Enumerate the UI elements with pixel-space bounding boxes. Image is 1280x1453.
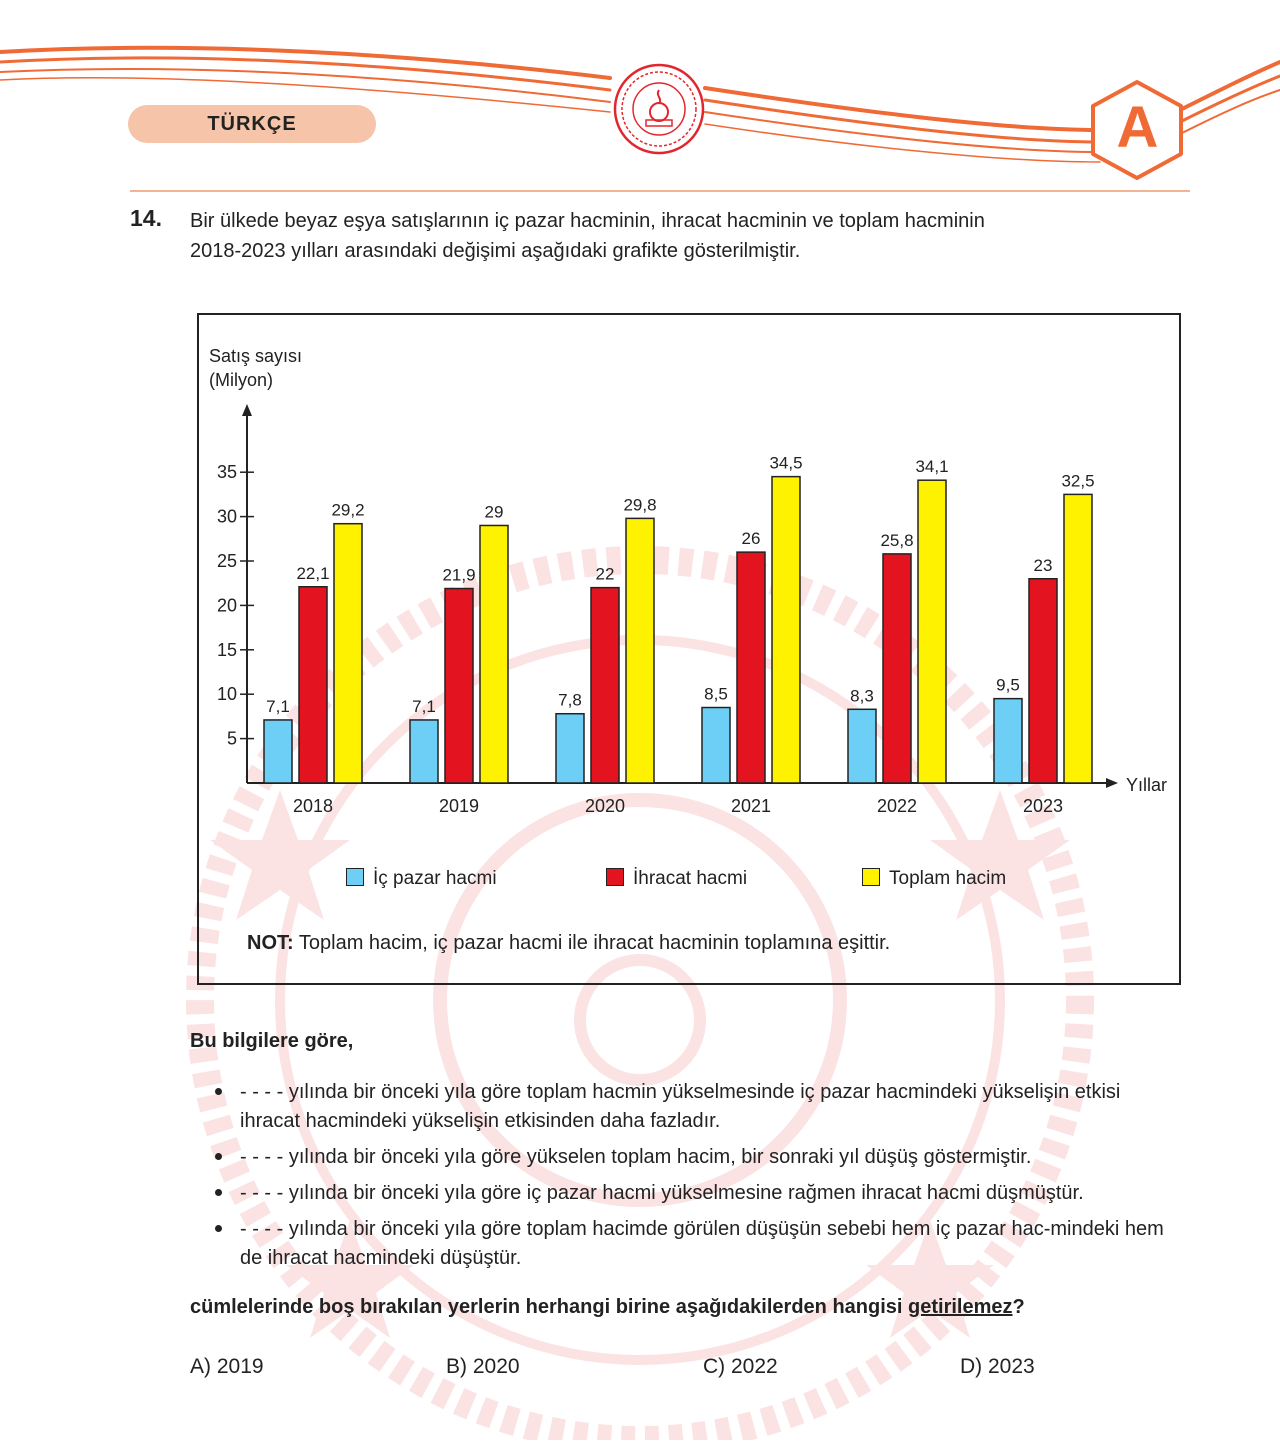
bar xyxy=(702,708,730,783)
bar xyxy=(626,518,654,783)
bar-value-label: 29 xyxy=(484,502,504,522)
booklet-letter: A xyxy=(1116,95,1159,160)
intro-line-1: Bir ülkede beyaz eşya satışlarının iç pazar hacminin, ihracat hacminin ve toplam hacminin xyxy=(190,210,985,232)
y-tick-label: 5 xyxy=(226,728,237,749)
statement-list xyxy=(240,1078,1185,1280)
stem-underlined: getirilemez xyxy=(908,1296,1013,1318)
bar-value-label: 7,1 xyxy=(266,696,290,716)
bar-value-label: 25,8 xyxy=(880,530,914,550)
bar xyxy=(1064,494,1092,783)
statement-3: - - - - yılında bir önceki yıla göre iç pazar hacmi yükselmesine rağmen ihracat hacmi düşmüştür. xyxy=(240,1179,1185,1208)
bar-value-label: 22 xyxy=(595,564,615,584)
option-a[interactable]: A) 2019 xyxy=(190,1355,264,1378)
x-tick-label: 2019 xyxy=(438,796,480,816)
bar-value-label: 21,9 xyxy=(442,565,476,585)
x-tick-label: 2022 xyxy=(876,796,918,816)
stem-prefix: cümlelerinde boş bırakılan yerlerin herhangi birine aşağıdakilerden hangisi xyxy=(190,1296,909,1318)
legend-export-swatch xyxy=(606,868,624,886)
bar xyxy=(334,524,362,783)
legend-domestic-swatch xyxy=(346,868,364,886)
y-axis-arrow xyxy=(242,404,252,416)
bar-value-label: 32,5 xyxy=(1061,471,1095,491)
chart-note xyxy=(247,932,890,955)
bar xyxy=(556,714,584,783)
bar xyxy=(994,699,1022,783)
y-tick-label: 35 xyxy=(216,462,237,483)
bar-value-label: 34,5 xyxy=(769,453,803,473)
y-axis-label-line-2: (Milyon) xyxy=(209,370,274,390)
x-tick-label: 2021 xyxy=(730,796,772,816)
option-d[interactable]: D) 2023 xyxy=(960,1355,1035,1378)
bar-value-label: 22,1 xyxy=(296,563,330,583)
bar-value-label: 34,1 xyxy=(915,457,949,477)
note-text: Toplam hacim, iç pazar hacmi ile ihracat hacminin toplamına eşittir. xyxy=(298,932,891,954)
y-tick-label: 20 xyxy=(216,595,237,616)
x-axis-arrow xyxy=(1106,778,1118,788)
bar xyxy=(480,525,508,783)
y-tick-label: 25 xyxy=(216,551,237,571)
stem-suffix: ? xyxy=(1012,1296,1025,1318)
bar-value-label: 9,5 xyxy=(996,675,1020,695)
intro-line-2: 2018-2023 yılları arasındaki değişimi aşağıdaki grafikte gösterilmiştir. xyxy=(190,240,801,262)
bar-value-label: 7,8 xyxy=(558,690,582,710)
bar-value-label: 23 xyxy=(1033,555,1053,575)
legend-total-swatch xyxy=(862,868,880,886)
statement-1: - - - - yılında bir önceki yıla göre toplam hacmin yükselmesinde iç pazar hacmindeki yükselişin etkisi ihracat hacmindeki yükselişin etkisinden daha fazladır. xyxy=(240,1078,1185,1136)
bar-value-label: 8,3 xyxy=(850,686,874,706)
legend-export-label: İhracat hacmi xyxy=(633,868,748,889)
bar-value-label: 29,8 xyxy=(623,495,657,515)
x-tick-label: 2023 xyxy=(1022,796,1064,816)
bar xyxy=(848,709,876,783)
bar xyxy=(883,554,911,783)
legend-total-label: Toplam hacim xyxy=(889,868,1007,889)
question-stem xyxy=(190,1296,1025,1319)
bar xyxy=(1029,579,1057,783)
bar xyxy=(737,552,765,783)
x-axis-label: Yıllar xyxy=(1126,775,1168,795)
bar xyxy=(772,477,800,783)
bar xyxy=(264,720,292,783)
statement-2: - - - - yılında bir önceki yıla göre yükselen toplam hacim, bir sonraki yıl düşüş göstermiştir. xyxy=(240,1143,1185,1172)
option-c[interactable]: C) 2022 xyxy=(703,1355,778,1378)
subject-label: TÜRKÇE xyxy=(207,113,297,135)
bar-value-label: 26 xyxy=(741,529,761,549)
bar xyxy=(410,720,438,783)
question-number: 14. xyxy=(130,205,162,231)
x-tick-label: 2020 xyxy=(584,796,626,816)
question-lead: Bu bilgilere göre, xyxy=(190,1030,354,1052)
statement-4: - - - - yılında bir önceki yıla göre toplam hacimde görülen düşüşün sebebi hem iç pazar hac-mindeki hem de ihracat hacmindeki düşüştür. xyxy=(240,1215,1185,1273)
legend-domestic-label: İç pazar hacmi xyxy=(373,868,497,889)
bar xyxy=(299,587,327,783)
y-tick-label: 10 xyxy=(216,684,237,705)
y-tick-label: 15 xyxy=(216,639,237,660)
bar-value-label: 8,5 xyxy=(704,684,728,704)
bar xyxy=(918,480,946,783)
note-label: NOT: xyxy=(247,932,294,954)
bar-value-label: 29,2 xyxy=(331,500,365,520)
y-axis-label-line-1: Satış sayısı xyxy=(209,346,303,366)
bar xyxy=(445,589,473,783)
bar xyxy=(591,588,619,783)
option-b[interactable]: B) 2020 xyxy=(446,1355,520,1378)
bar-value-label: 7,1 xyxy=(412,696,436,716)
x-tick-label: 2018 xyxy=(292,796,334,816)
y-tick-label: 30 xyxy=(216,506,237,527)
